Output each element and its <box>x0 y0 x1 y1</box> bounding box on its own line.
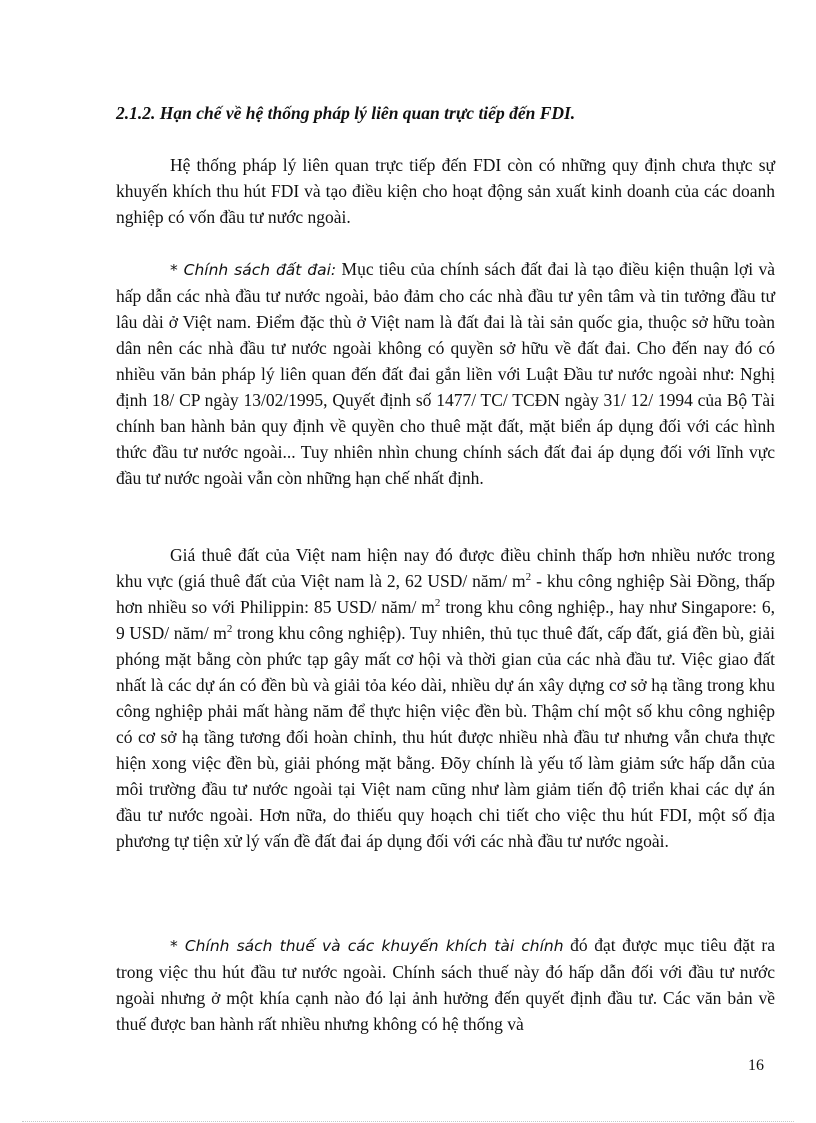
footer-divider <box>22 1121 794 1122</box>
paragraph-intro <box>116 152 775 230</box>
paragraph-tax-policy <box>116 932 775 1037</box>
land-policy-body: Mục tiêu của chính sách đất đai là tạo điều kiện thuận lợi và hấp dẫn các nhà đầu tư nước ngoài, bảo đảm cho các nhà đầu tư yên tâm và tin tưởng đầu tư lâu dài ở Việt nam. Điểm đặc thù ở Việt nam là đất đai là tài sản quốc gia, thuộc sở hữu toàn dân nên các nhà đầu tư nước ngoài không có quyền sở hữu về đất đai. Cho đến nay đó có nhiều văn bản pháp lý liên quan đến đất đai gắn liền với Luật Đầu tư nước ngoài như: Nghị định 18/ CP ngày 13/02/1995, Quyết định số 1477/ TC/ TCĐN ngày 31/ 12/ 1994 của Bộ Tài chính ban hành bản quy định về quyền cho thuê mặt đất, mặt biển áp dụng đối với các hình thức đầu tư nước ngoài... Tuy nhiên nhìn chung chính sách đất đai áp dụng đối với lĩnh vực đầu tư nước ngoài vẫn còn những hạn chế nhất định. <box>116 259 775 488</box>
tax-policy-body: đó đạt được mục tiêu đặt ra trong việc thu hút đầu tư nước ngoài. Chính sách thuế này đó hấp dẫn đối với đầu tư nước ngoài nhưng ở một khía cạnh nào đó lại ảnh hưởng đến quyết định đầu tư. Các văn bản về thuế được ban hành rất nhiều nhưng không có hệ thống và <box>116 935 775 1034</box>
paragraph-land-policy <box>116 256 775 491</box>
superscript-1: 2 <box>525 571 532 584</box>
section-heading: 2.1.2. Hạn chế về hệ thống pháp lý liên quan trực tiếp đến FDI. <box>116 103 576 123</box>
land-rent-text-d: trong khu công nghiệp). Tuy nhiên, thủ tục thuê đất, cấp đất, giá đền bù, giải phóng mặt bằng còn phức tạp gây mất cơ hội và thời gian của các nhà đầu tư. Việc giao đất nhất là các dự án có đền bù và giải tỏa kéo dài, nhiều dự án xây dựng cơ sở hạ tầng trong khu công nghiệp phải mất hàng năm để thực hiện việc đền bù. Thậm chí một số khu công nghiệp có cơ sở hạ tầng tương đối hoàn chỉnh, thu hút được nhiều nhà đầu tư nhưng vẫn chưa thực hiện xong việc đền bù, giải phóng mặt bằng. Đõy chính là yếu tố làm giảm sức hấp dẫn của môi trường đầu tư nước ngoài tại Việt nam cũng như làm giảm tiến độ triển khai các dự án đầu tư nước ngoài. Hơn nữa, do thiếu quy hoạch chi tiết cho việc thu hút FDI, một số địa phương tự tiện xử lý vấn đề đất đai áp dụng đối với các nhà đầu tư nước ngoài. <box>116 623 775 851</box>
land-rent-text-a: Giá thuê đất của Việt nam hiện nay đó được điều chỉnh thấp hơn nhiều nước trong khu vực (giá thuê đất của Việt nam là 2, 62 USD/ năm/ m <box>116 545 775 591</box>
superscript-3: 2 <box>226 623 233 636</box>
paragraph-land-rent <box>116 542 775 854</box>
paragraph-intro-text: Hệ thống pháp lý liên quan trực tiếp đến FDI còn có những quy định chưa thực sự khuyến khích thu hút FDI và tạo điều kiện cho hoạt động sản xuất kinh doanh của các doanh nghiệp có vốn đầu tư nước ngoài. <box>116 155 775 227</box>
page-number: 16 <box>748 1057 764 1074</box>
tax-policy-lead: * Chính sách thuế và các khuyến khích tài chính <box>170 937 564 955</box>
superscript-2: 2 <box>434 597 441 610</box>
land-rent-text-b: - khu công nghiệp Sài Đồng, thấp hơn nhiều so với Philippin: 85 USD/ năm/ m <box>116 571 775 617</box>
land-policy-lead: * Chính sách đất đai: <box>170 261 337 279</box>
land-rent-text-c: trong khu công nghiệp., hay như Singapore: 6, 9 USD/ năm/ m <box>116 597 775 643</box>
